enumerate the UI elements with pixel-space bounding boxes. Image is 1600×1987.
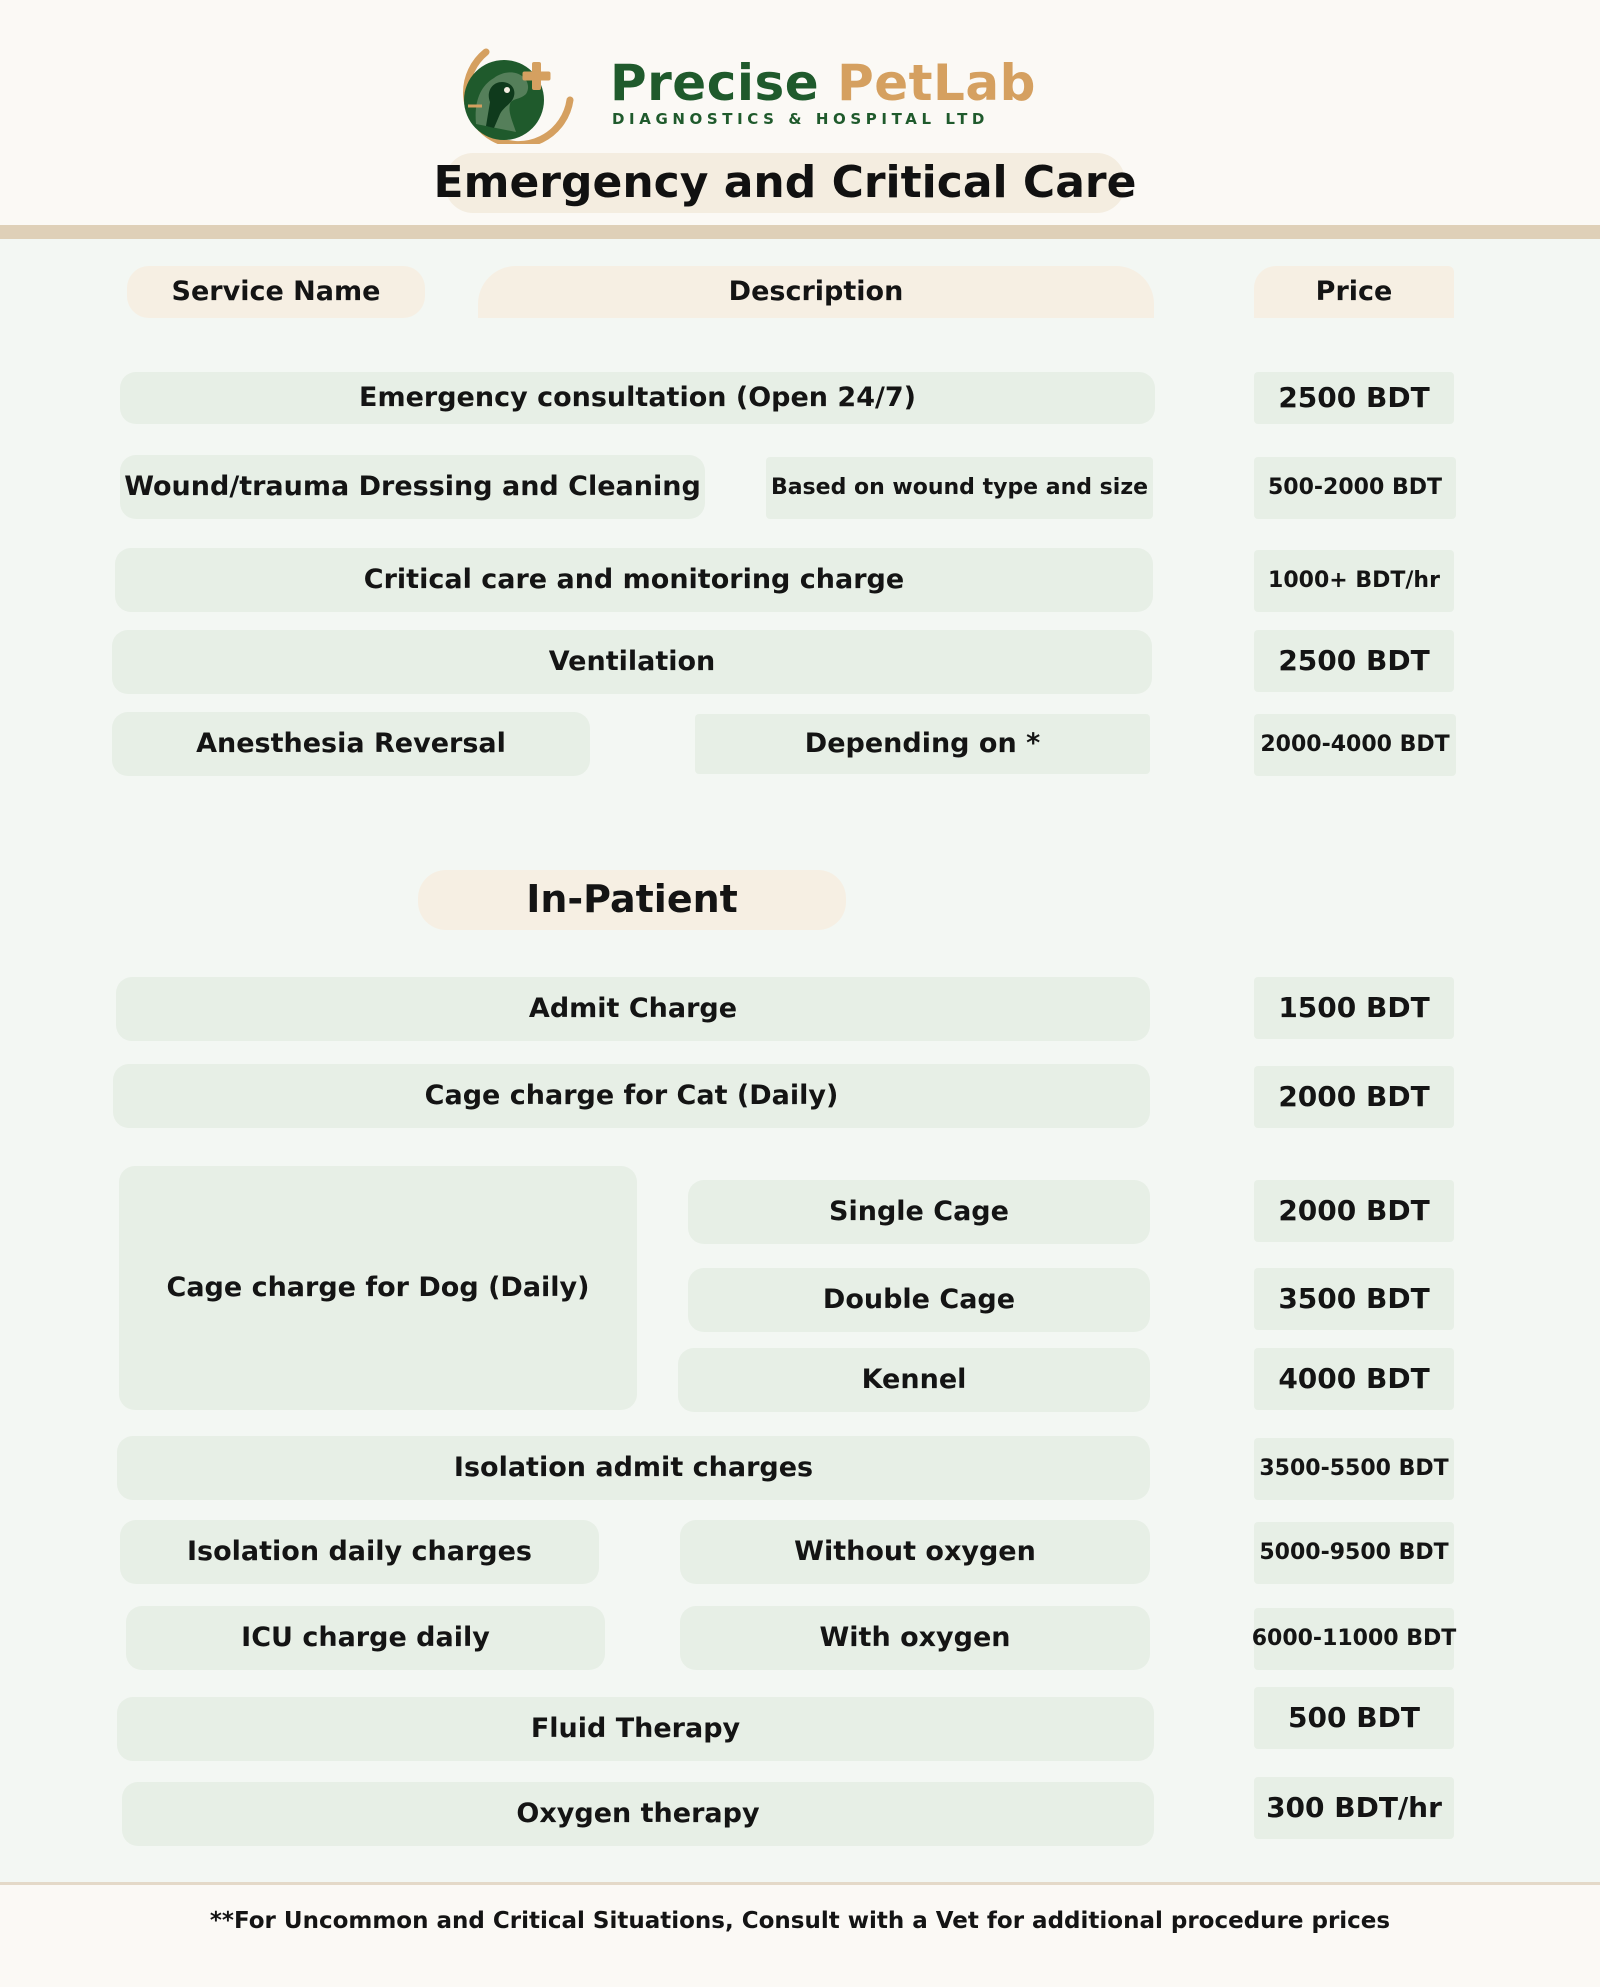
service-critical-care: Critical care and monitoring charge [115, 548, 1153, 612]
service-anesthesia-reversal: Anesthesia Reversal [112, 712, 590, 776]
footer [0, 1885, 1600, 1987]
service-emergency-consultation: Emergency consultation (Open 24/7) [120, 372, 1155, 424]
price-admit-charge: 1500 BDT [1254, 977, 1454, 1039]
service-ventilation: Ventilation [112, 630, 1152, 694]
description-wound-dressing: Based on wound type and size [766, 457, 1153, 519]
page-title: Emergency and Critical Care [445, 153, 1125, 213]
price-critical-care: 1000+ BDT/hr [1254, 550, 1454, 612]
service-admit-charge: Admit Charge [116, 977, 1150, 1041]
option-kennel: Kennel [678, 1348, 1150, 1412]
pet-cross-logo-icon [446, 40, 574, 144]
brand-name [610, 54, 1036, 112]
price-oxygen-therapy: 300 BDT/hr [1254, 1777, 1454, 1839]
column-header-price: Price [1254, 266, 1454, 318]
section-title-inpatient: In-Patient [418, 870, 846, 930]
footer-note: **For Uncommon and Critical Situations, Consult with a Vet for additional procedure prices [209, 1908, 1391, 1934]
option-single-cage: Single Cage [688, 1180, 1150, 1244]
service-cat-cage: Cage charge for Cat (Daily) [113, 1064, 1150, 1128]
price-double-cage: 3500 BDT [1254, 1268, 1454, 1330]
price-fluid-therapy: 500 BDT [1254, 1687, 1454, 1749]
column-header-description: Description [478, 266, 1154, 318]
brand-name-part1: Precise [610, 54, 820, 112]
service-wound-dressing: Wound/trauma Dressing and Cleaning [120, 455, 705, 519]
price-wound-dressing: 500-2000 BDT [1254, 457, 1456, 519]
price-kennel: 4000 BDT [1254, 1348, 1454, 1410]
price-icu-daily: 6000-11000 BDT [1254, 1608, 1454, 1670]
price-isolation-daily: 5000-9500 BDT [1254, 1522, 1454, 1584]
price-ventilation: 2500 BDT [1254, 630, 1454, 692]
service-isolation-daily: Isolation daily charges [120, 1520, 599, 1584]
brand-name-part2: PetLab [837, 54, 1036, 112]
service-oxygen-therapy: Oxygen therapy [122, 1782, 1154, 1846]
price-isolation-admit: 3500-5500 BDT [1254, 1438, 1454, 1500]
price-emergency-consultation: 2500 BDT [1254, 372, 1454, 424]
description-without-oxygen: Without oxygen [680, 1520, 1150, 1584]
service-fluid-therapy: Fluid Therapy [117, 1697, 1154, 1761]
header-divider [0, 225, 1600, 239]
service-dog-cage: Cage charge for Dog (Daily) [119, 1166, 637, 1410]
service-icu-daily: ICU charge daily [126, 1606, 605, 1670]
option-double-cage: Double Cage [688, 1268, 1150, 1332]
description-anesthesia-reversal: Depending on * [695, 714, 1150, 774]
price-cat-cage: 2000 BDT [1254, 1066, 1454, 1128]
brand-tagline: DIAGNOSTICS & HOSPITAL LTD [612, 110, 989, 128]
column-header-service: Service Name [127, 266, 425, 318]
description-with-oxygen: With oxygen [680, 1606, 1150, 1670]
service-isolation-admit: Isolation admit charges [117, 1436, 1150, 1500]
price-anesthesia-reversal: 2000-4000 BDT [1254, 714, 1456, 776]
price-single-cage: 2000 BDT [1254, 1180, 1454, 1242]
